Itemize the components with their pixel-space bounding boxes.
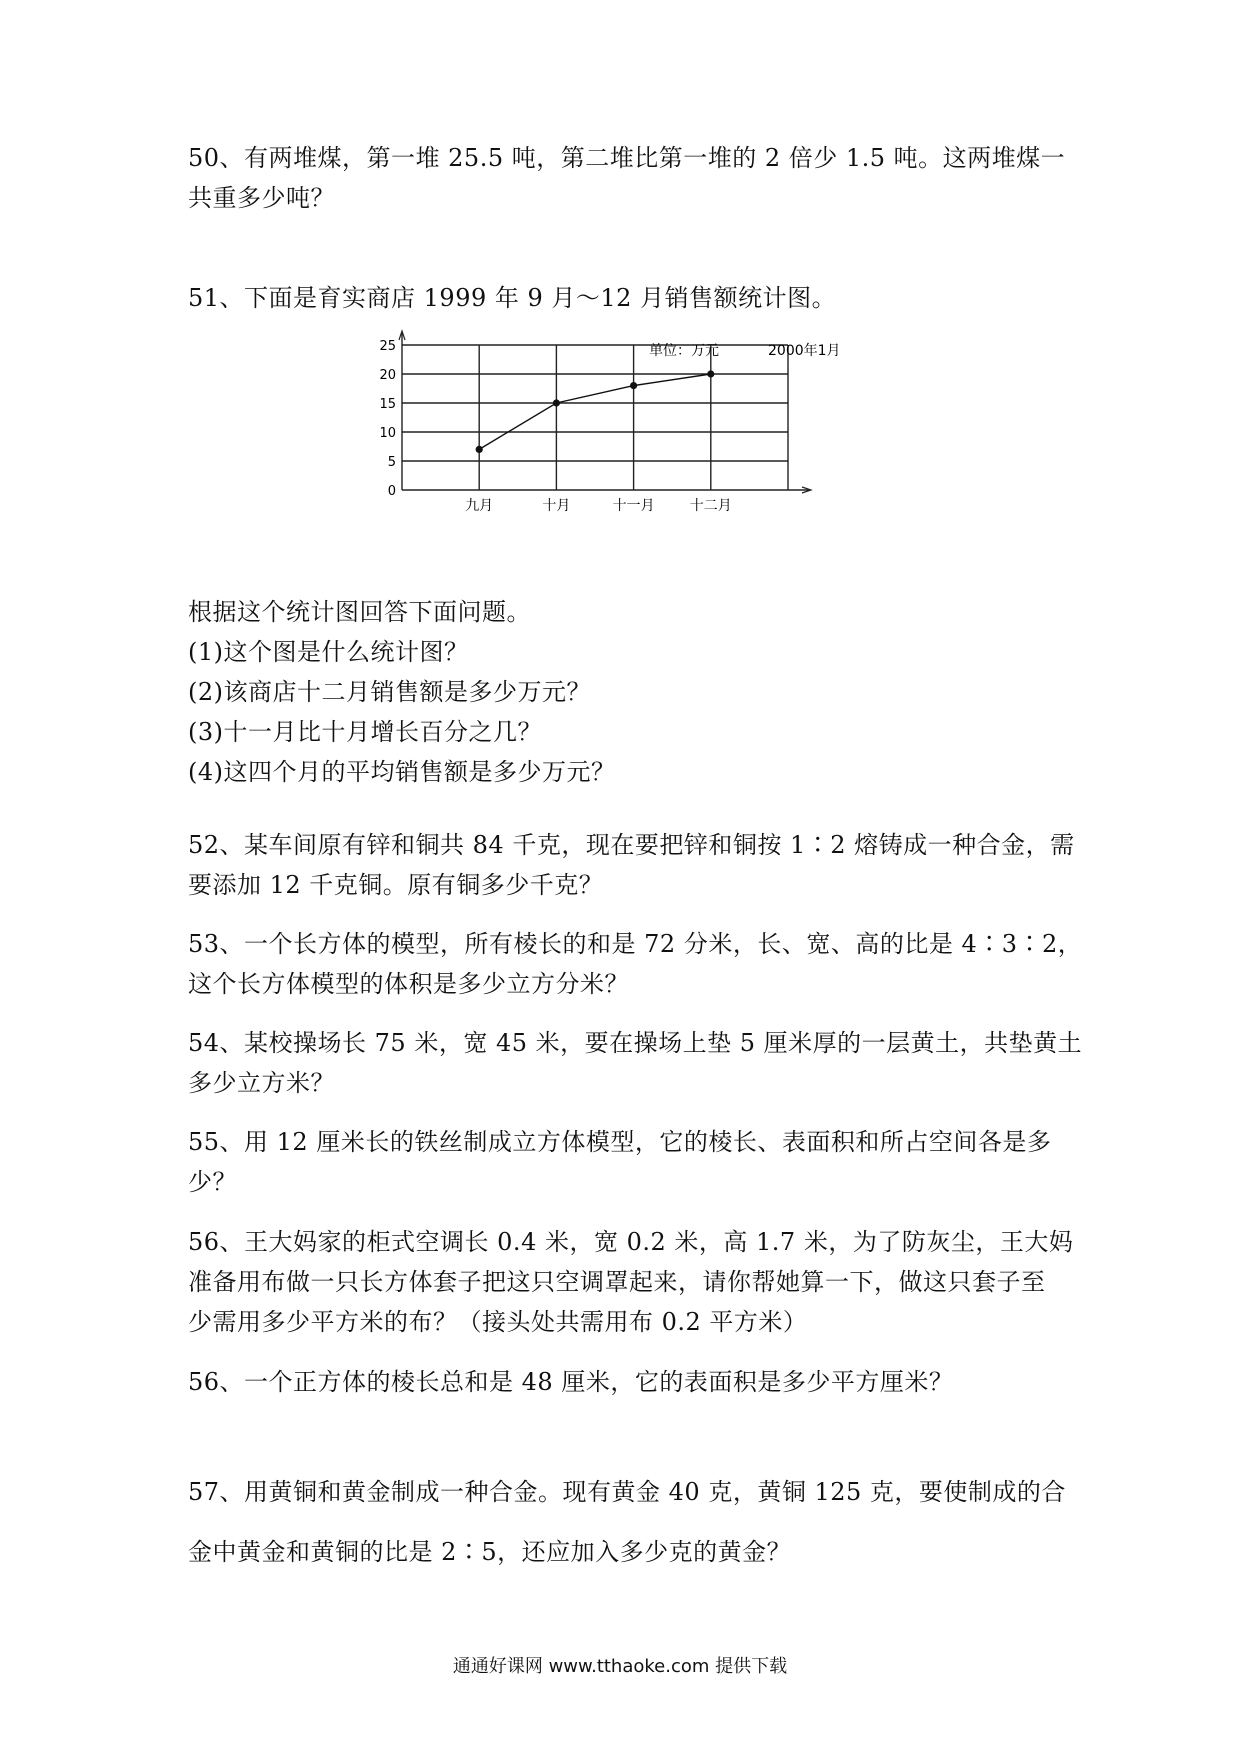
data-point bbox=[476, 446, 483, 453]
sales-line-chart bbox=[368, 328, 878, 578]
x-tick-label: 九月 bbox=[465, 498, 494, 514]
question-56-a-line-1: 56、王大妈家的柜式空调长 0.4 米，宽 0.2 米，高 1.7 米，为了防灰尘，王大妈 bbox=[188, 1228, 1074, 1256]
question-57-line-1: 57、用黄铜和黄金制成一种合金。现有黄金 40 克，黄铜 125 克，要使制成的合 bbox=[188, 1478, 1066, 1506]
question-53 bbox=[188, 924, 1083, 1004]
question-50-line-1: 50、有两堆煤，第一堆 25.5 吨，第二堆比第一堆的 2 倍少 1.5 吨。这两堆煤一 bbox=[188, 144, 1066, 172]
question-52-line-2: 要添加 12 千克铜。原有铜多少千克？ bbox=[188, 871, 604, 899]
x-tick-label: 十二月 bbox=[689, 498, 732, 514]
question-51-sub-4: (4)这四个月的平均销售额是多少万元？ bbox=[188, 758, 616, 786]
data-point bbox=[553, 399, 560, 406]
question-54-line-1: 54、某校操场长 75 米，宽 45 米，要在操场上垫 5 厘米厚的一层黄土，共垫黄土 bbox=[188, 1029, 1083, 1057]
question-53-line-2: 这个长方体模型的体积是多少立方分米？ bbox=[188, 970, 629, 998]
y-tick-label: 5 bbox=[387, 455, 396, 470]
chart-grid bbox=[402, 345, 788, 490]
question-54-line-2: 多少立方米？ bbox=[188, 1069, 335, 1097]
question-57-line-2: 金中黄金和黄铜的比是 2∶5，还应加入多少克的黄金？ bbox=[188, 1538, 792, 1566]
question-56-a-line-2: 准备用布做一只长方体套子把这只空调罩起来，请你帮她算一下，做这只套子至 bbox=[188, 1268, 1046, 1296]
chart-unit-label: 单位：万元 bbox=[649, 343, 719, 359]
question-56-a bbox=[188, 1222, 1074, 1342]
x-tick-label: 十一月 bbox=[612, 498, 655, 514]
question-51-intro: 根据这个统计图回答下面问题。 bbox=[188, 598, 531, 626]
question-51-title: 51、下面是育实商店 1999 年 9 月～12 月销售额统计图。 bbox=[188, 284, 837, 312]
question-51-sub-2: (2)该商店十二月销售额是多少万元？ bbox=[188, 678, 591, 706]
question-54 bbox=[188, 1023, 1083, 1103]
chart-labels bbox=[379, 339, 731, 514]
question-55-line-2: 少？ bbox=[188, 1168, 237, 1196]
question-56-b-line-1: 56、一个正方体的棱长总和是 48 厘米，它的表面积是多少平方厘米？ bbox=[188, 1368, 954, 1396]
footer: 通通好课网 www.tthaoke.com 提供下载 bbox=[452, 1656, 788, 1677]
data-point bbox=[630, 382, 637, 389]
y-tick-label: 20 bbox=[379, 368, 396, 383]
series-line bbox=[479, 374, 711, 449]
question-56-b bbox=[188, 1362, 1058, 1402]
chart-date-label: 2000年1月 bbox=[768, 343, 841, 359]
question-50-line-2: 共重多少吨？ bbox=[188, 184, 335, 212]
x-tick-label: 十月 bbox=[542, 498, 571, 514]
question-52 bbox=[188, 825, 1075, 905]
y-tick-label: 0 bbox=[387, 484, 396, 499]
question-53-line-1: 53、一个长方体的模型，所有棱长的和是 72 分米，长、宽、高的比是 4∶3∶2， bbox=[188, 930, 1083, 958]
question-55 bbox=[188, 1122, 1058, 1202]
question-52-line-1: 52、某车间原有锌和铜共 84 千克，现在要把锌和铜按 1∶2 熔铸成一种合金，需 bbox=[188, 831, 1075, 859]
question-51-sub-1: (1)这个图是什么统计图？ bbox=[188, 638, 469, 666]
question-56-a-line-3: 少需用多少平方米的布？（接头处共需用布 0.2 平方米） bbox=[188, 1308, 808, 1336]
question-51-sub-3: (3)十一月比十月增长百分之几？ bbox=[188, 718, 542, 746]
chart-axes bbox=[399, 331, 811, 493]
question-50 bbox=[188, 138, 1066, 218]
y-tick-label: 10 bbox=[379, 426, 396, 441]
y-tick-label: 25 bbox=[379, 339, 396, 354]
question-55-line-1: 55、用 12 厘米长的铁丝制成立方体模型，它的棱长、表面积和所占空间各是多 bbox=[188, 1128, 1052, 1156]
data-point bbox=[707, 370, 714, 377]
chart-series bbox=[476, 370, 715, 453]
question-57 bbox=[188, 1462, 1066, 1582]
y-tick-label: 15 bbox=[379, 397, 396, 412]
